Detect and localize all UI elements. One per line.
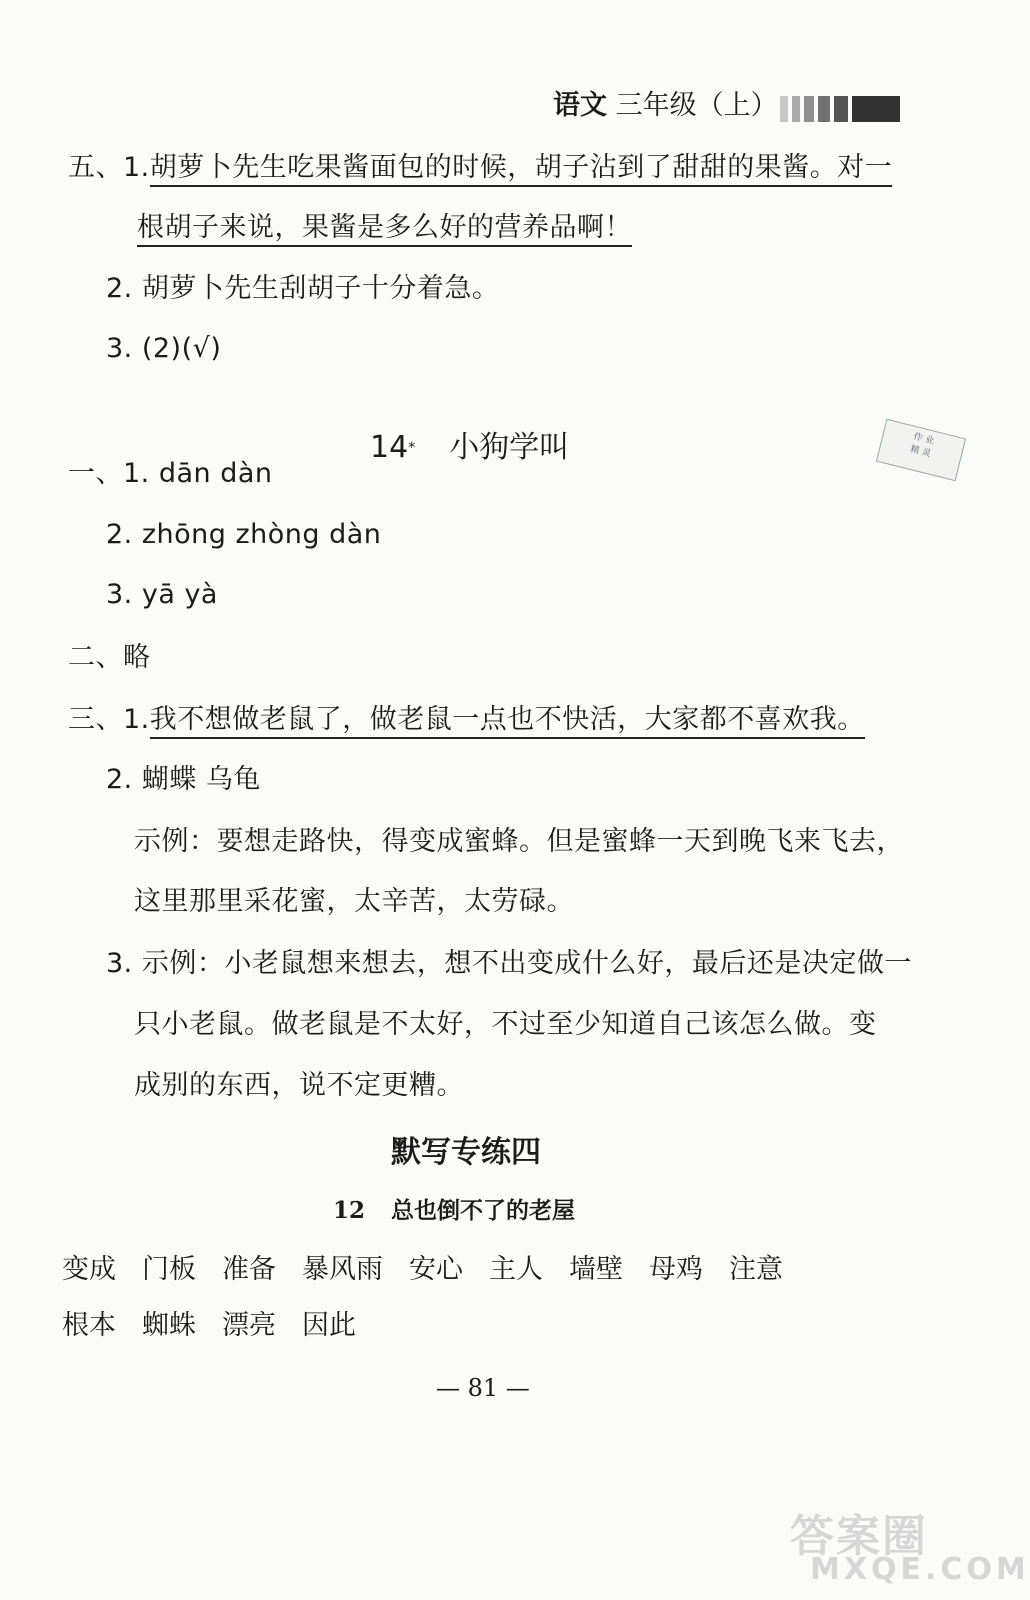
part1-q2: 2. zhōng zhòng dàn	[106, 519, 382, 550]
part1-marker: 一、	[68, 458, 123, 489]
word: 墙壁	[569, 1254, 623, 1285]
section5-q1-line2	[137, 210, 632, 246]
header-bar	[852, 96, 900, 122]
word: 安心	[409, 1254, 463, 1285]
section5-q1-answer-line1: 胡萝卜先生吃果酱面包的时候，胡子沾到了甜甜的果酱。对一	[150, 152, 893, 187]
part3-q1	[68, 702, 865, 738]
part3-marker: 三、	[68, 704, 123, 735]
part3-q2-example-line2: 这里那里采花蜜，太辛苦，太劳碌。	[134, 886, 574, 917]
header-bar	[792, 96, 800, 122]
part3-q3-line1: 3. 示例：小老鼠想来想去，想不出变成什么好，最后还是决定做一	[106, 948, 912, 979]
part3-q3-line2: 只小老鼠。做老鼠是不太好，不过至少知道自己该怎么做。变	[134, 1009, 877, 1040]
section5-marker: 五、	[68, 152, 123, 183]
word: 母鸡	[649, 1254, 703, 1285]
part1-q3: 3. yā yà	[106, 579, 218, 610]
word: 主人	[489, 1254, 543, 1285]
section5-q2: 2. 胡萝卜先生刮胡子十分着急。	[106, 273, 500, 304]
header-subject: 语文	[553, 90, 607, 121]
part1-q1-text: 1. dān dàn	[123, 458, 273, 489]
part3-q2-example-line1: 示例：要想走路快，得变成蜜蜂。但是蜜蜂一天到晚飞来飞去，	[134, 826, 904, 857]
lesson-mark: *	[408, 440, 416, 456]
part1-q1	[68, 456, 273, 492]
word: 因此	[302, 1310, 356, 1341]
dictation-lesson-num: 12	[333, 1197, 366, 1224]
watermark-domain: MXQE.COM	[810, 1552, 1030, 1587]
word: 变成	[62, 1254, 116, 1285]
watermark-logo: 答案圈	[790, 1511, 928, 1562]
part3-q1-num: 1.	[123, 704, 150, 735]
section5-q1-answer-line2: 根胡子来说，果酱是多么好的营养品啊！	[137, 212, 632, 247]
word: 门板	[142, 1254, 196, 1285]
section5-q1-line1	[68, 150, 892, 186]
header-bar	[834, 96, 848, 122]
dictation-section-title: 默写专练四	[391, 1135, 541, 1170]
dictation-lesson-name: 总也倒不了的老屋	[391, 1197, 576, 1224]
word: 准备	[222, 1254, 276, 1285]
header-bar	[780, 96, 788, 122]
stamp-logo: 作 业 精 灵	[876, 419, 966, 482]
header-grade: 三年级（上）	[615, 90, 778, 121]
lesson-name: 小狗学叫	[449, 430, 570, 465]
header-subject-grade	[553, 88, 778, 124]
word: 蜘蛛	[142, 1310, 196, 1341]
word: 暴风雨	[302, 1254, 383, 1285]
header-decoration-bars	[780, 96, 900, 122]
part3-q1-answer: 我不想做老鼠了，做老鼠一点也不快活，大家都不喜欢我。	[150, 704, 865, 739]
dictation-words-row2	[62, 1308, 382, 1344]
word: 注意	[729, 1254, 783, 1285]
section5-q3: 3. (2)(√)	[106, 333, 222, 364]
section5-q1-num: 1.	[123, 152, 150, 183]
header-bar	[804, 96, 814, 122]
dictation-lesson-title	[333, 1196, 575, 1226]
page-number: — 81 —	[436, 1374, 530, 1402]
lesson-number: 14	[370, 430, 409, 465]
part3-q3-line3: 成别的东西，说不定更糟。	[134, 1070, 464, 1101]
dictation-words-row1	[62, 1252, 809, 1288]
part3-q2-answer: 2. 蝴蝶 乌龟	[106, 764, 261, 795]
word: 根本	[62, 1310, 116, 1341]
lesson-title	[370, 428, 569, 468]
header-bar	[818, 96, 830, 122]
part2: 二、略	[68, 642, 151, 673]
word: 漂亮	[222, 1310, 276, 1341]
